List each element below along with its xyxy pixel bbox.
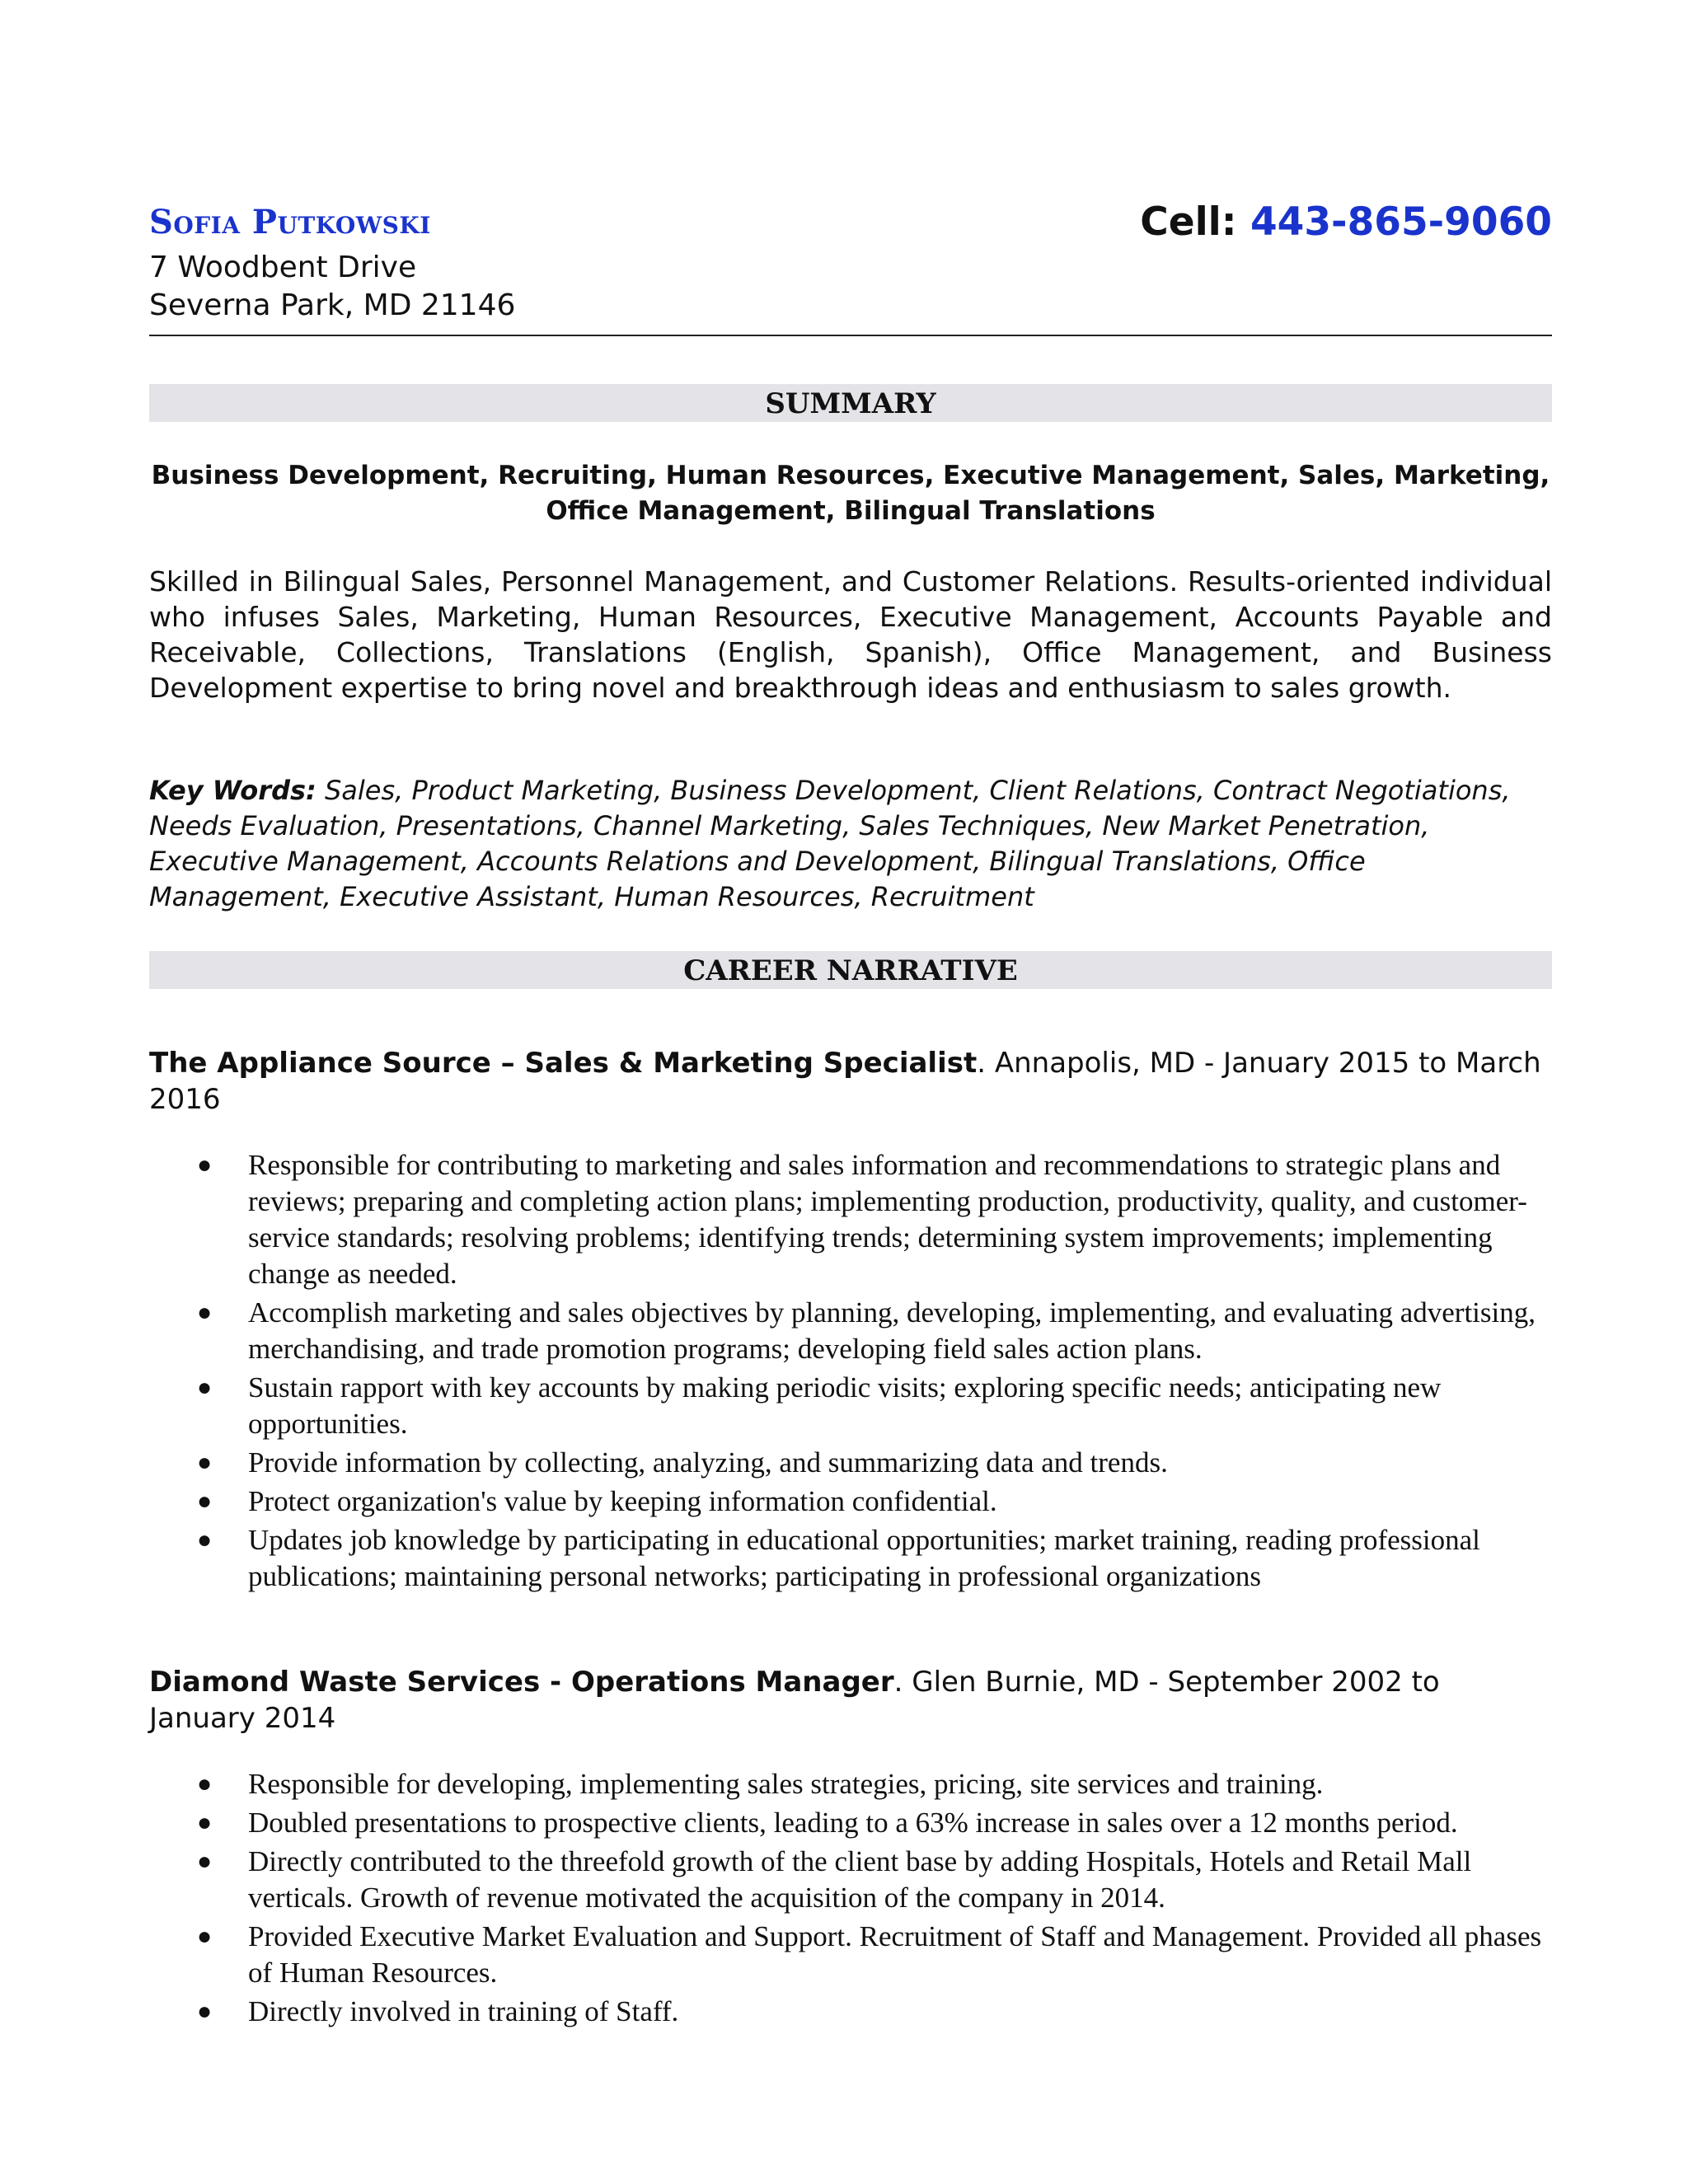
- list-item: ● Doubled presentations to prospective clients, leading to a 63% increase in sales over a 12 months period.: [149, 1805, 1552, 1841]
- cell-label: Cell:: [1140, 199, 1250, 245]
- keywords-list: Sales, Product Marketing, Business Development, Client Relations, Contract Negotiations, Needs Evaluation, Presentations, Channel Marketing, Sales Techniques, New Market Penetration, Executive Management, Accounts Relations and Development, Bilingual Translations, Office Management, Executive Assistant, Human Resources, Recruitment: [149, 775, 1511, 912]
- list-item: ● Directly involved in training of Staff.: [149, 1994, 1552, 2030]
- career-heading: CAREER NARRATIVE: [149, 951, 1552, 989]
- bullet-icon: ●: [197, 1526, 213, 1554]
- job-details: . Annapolis, MD - January 2015 to March 2016: [149, 1047, 1541, 1116]
- bullet-icon: ●: [197, 1374, 213, 1401]
- focus-line-1: Business Development, Recruiting, Human Resources, Executive Management, Sales, Marketing,: [151, 461, 1550, 490]
- list-item: ● Sustain rapport with key accounts by making periodic visits; exploring specific needs; anticipating new opportunities.: [197, 1371, 1442, 1440]
- bullet-icon: ●: [197, 1449, 213, 1476]
- list-item: ● Updates job knowledge by participating in educational opportunities; market training, reading professional publications; maintaining personal networks; participating in professional organizations: [197, 1524, 1480, 1592]
- list-item: ● Provide information by collecting, analyzing, and summarizing data and trends.: [149, 1445, 1552, 1481]
- summary-heading: SUMMARY: [149, 384, 1552, 422]
- bullet-icon: ●: [197, 1488, 213, 1515]
- header-divider: [149, 335, 1552, 336]
- focus-areas: [149, 458, 1552, 529]
- list-item: ● Protect organization's value by keeping information confidential.: [149, 1483, 1552, 1520]
- address-line-2: Severna Park, MD 21146: [149, 288, 516, 322]
- job-title: [149, 1045, 1552, 1118]
- list-item: ● Accomplish marketing and sales objectives by planning, developing, implementing, and evaluating advertising, merchandising, and trade promotion programs; developing field sales action plans.: [197, 1296, 1536, 1365]
- job-role: The Appliance Source – Sales & Marketing Specialist: [149, 1047, 978, 1080]
- bullet-icon: ●: [197, 1151, 213, 1179]
- bullet-icon: ●: [197, 1998, 213, 2025]
- job-title: [149, 1664, 1552, 1736]
- bullet-icon: ●: [197, 1770, 213, 1797]
- job-role: Diamond Waste Services - Operations Manager: [149, 1666, 894, 1699]
- list-item: ● Responsible for contributing to marketing and sales information and recommendations to strategic plans and reviews; preparing and completing action plans; implementing production, productivity, quality, and customer-service standards; resolving problems; identifying trends; determining system improvements; implementing change as needed.: [197, 1149, 1527, 1290]
- keywords-label: Key Words:: [149, 775, 316, 806]
- list-item: ● Provided Executive Market Evaluation and Support. Recruitment of Staff and Management. Provided all phases of Human Resources.: [197, 1920, 1542, 1989]
- bullet-icon: ●: [197, 1848, 213, 1875]
- summary-paragraph: Skilled in Bilingual Sales, Personnel Management, and Customer Relations. Results-oriented individual who infuses Sales, Marketing, Human Resources, Executive Management, Accounts Payable and Receivable, Collections, Translations (English, Spanish), Office Management, and Business Development expertise to bring novel and breakthrough ideas and enthusiasm to sales growth.: [149, 565, 1552, 704]
- candidate-name: Sofia Putkowski: [149, 203, 431, 241]
- focus-line-2: Office Management, Bilingual Translations: [546, 496, 1156, 526]
- resume-header: [149, 198, 1552, 335]
- cell-number: 443-865-9060: [1250, 199, 1552, 245]
- resume-page: [149, 198, 1552, 2032]
- bullet-icon: ●: [197, 1299, 213, 1326]
- list-item: ● Directly contributed to the threefold growth of the client base by adding Hospitals, Hotels and Retail Mall verticals. Growth of revenue motivated the acquisition of the company in 2014.: [197, 1845, 1472, 1914]
- list-item: ● Responsible for developing, implementing sales strategies, pricing, site services and training.: [149, 1766, 1552, 1802]
- keywords: [149, 773, 1552, 915]
- job-details: . Glen Burnie, MD - September 2002 to January 2014: [149, 1666, 1440, 1735]
- cell-phone: [1140, 199, 1552, 245]
- job-bullets: [149, 1147, 1552, 1595]
- bullet-icon: ●: [197, 1809, 213, 1836]
- job-bullets: [149, 1766, 1552, 2030]
- bullet-icon: ●: [197, 1923, 213, 1950]
- address-line-1: 7 Woodbent Drive: [149, 251, 417, 284]
